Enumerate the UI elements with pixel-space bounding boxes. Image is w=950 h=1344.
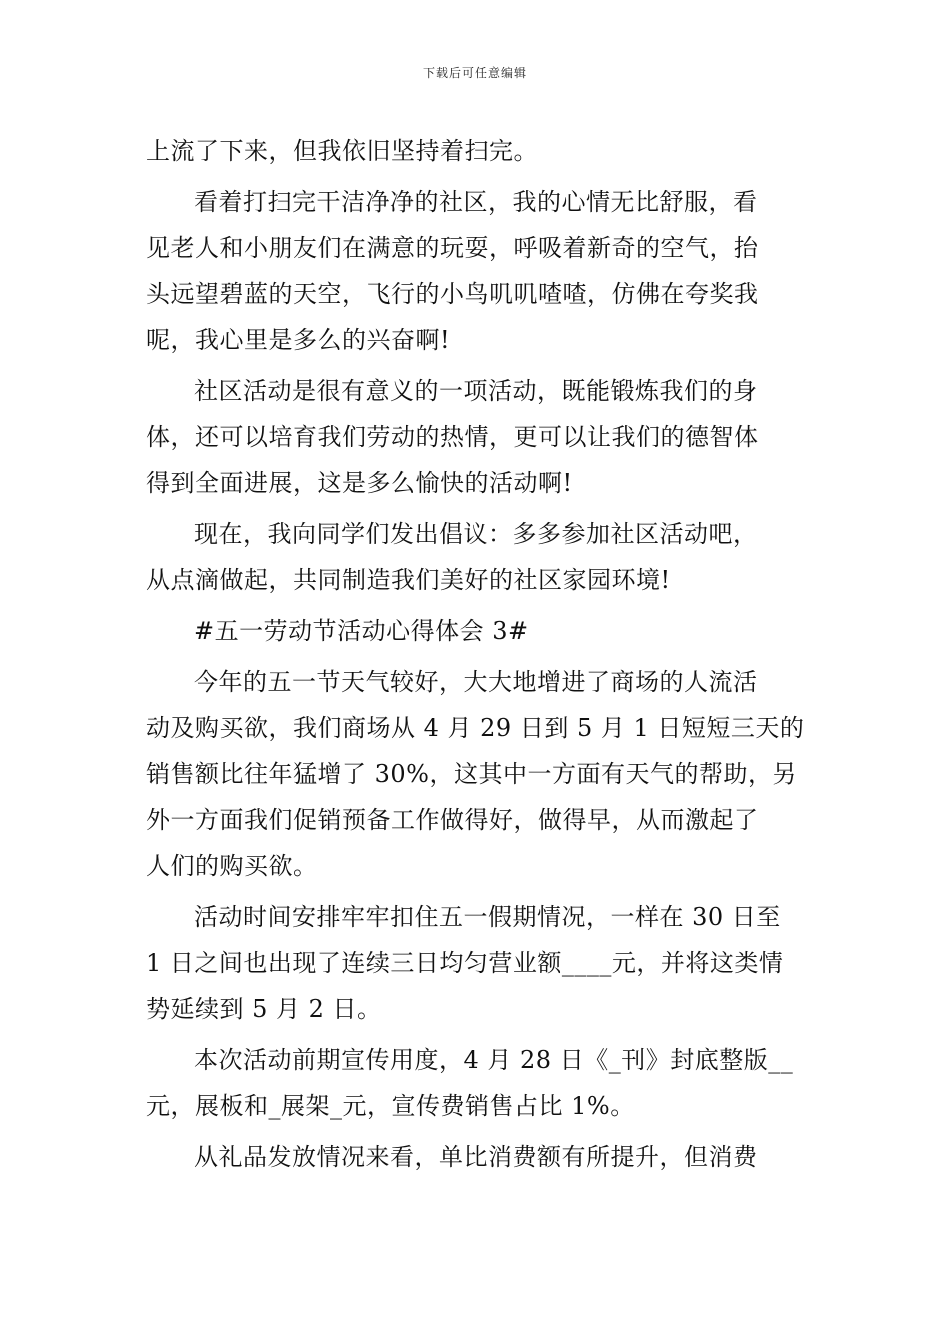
paragraph-start-line: 从礼品发放情况来看，单比消费额有所提升，但消费 xyxy=(194,1143,758,1171)
paragraph-start-line: 本次活动前期宣传用度，4 月 28 日《_刊》封底整版__ xyxy=(194,1046,794,1074)
text-line: 外一方面我们促销预备工作做得好，做得早，从而激起了 xyxy=(146,806,759,834)
section-heading: #五一劳动节活动心得体会 3# xyxy=(194,617,529,645)
text-line: 呢，我心里是多么的兴奋啊! xyxy=(146,326,451,354)
paragraph-start-line: 社区活动是很有意义的一项活动，既能锻炼我们的身 xyxy=(194,377,758,405)
paragraph-start-line: 现在，我向同学们发出倡议：多多参加社区活动吧， xyxy=(194,520,758,548)
text-line: 1 日之间也出现了连续三日均匀营业额____元，并将这类情 xyxy=(146,949,784,977)
text-line: 动及购买欲，我们商场从 4 月 29 日到 5 月 1 日短短三天的 xyxy=(146,714,805,742)
paragraph-start-line: 活动时间安排牢牢扣住五一假期情况，一样在 30 日至 xyxy=(194,903,781,931)
paragraph-start-line: 今年的五一节天气较好，大大地增进了商场的人流活 xyxy=(194,668,758,696)
text-line: 见老人和小朋友们在满意的玩耍，呼吸着新奇的空气，抬 xyxy=(146,234,759,262)
text-line: 得到全面进展，这是多么愉快的活动啊! xyxy=(146,469,573,497)
text-line: 销售额比往年猛增了 30%，这其中一方面有天气的帮助，另 xyxy=(146,760,797,788)
text-line: 元，展板和_展架_元，宣传费销售占比 1%。 xyxy=(146,1092,635,1120)
text-line: 头远望碧蓝的天空，飞行的小鸟叽叽喳喳，仿佛在夸奖我 xyxy=(146,280,759,308)
page-header: 下载后可任意编辑 xyxy=(422,66,527,80)
text-line: 势延续到 5 月 2 日。 xyxy=(146,995,382,1023)
text-line: 人们的购买欲。 xyxy=(146,852,318,880)
text-line: 体，还可以培育我们劳动的热情，更可以让我们的德智体 xyxy=(146,423,759,451)
text-line: 上流了下来，但我依旧坚持着扫完。 xyxy=(146,137,538,165)
text-line: 从点滴做起，共同制造我们美好的社区家园环境! xyxy=(146,566,671,594)
document-body xyxy=(146,128,806,1180)
paragraph-start-line: 看着打扫完干洁净净的社区，我的心情无比舒服，看 xyxy=(194,188,758,216)
